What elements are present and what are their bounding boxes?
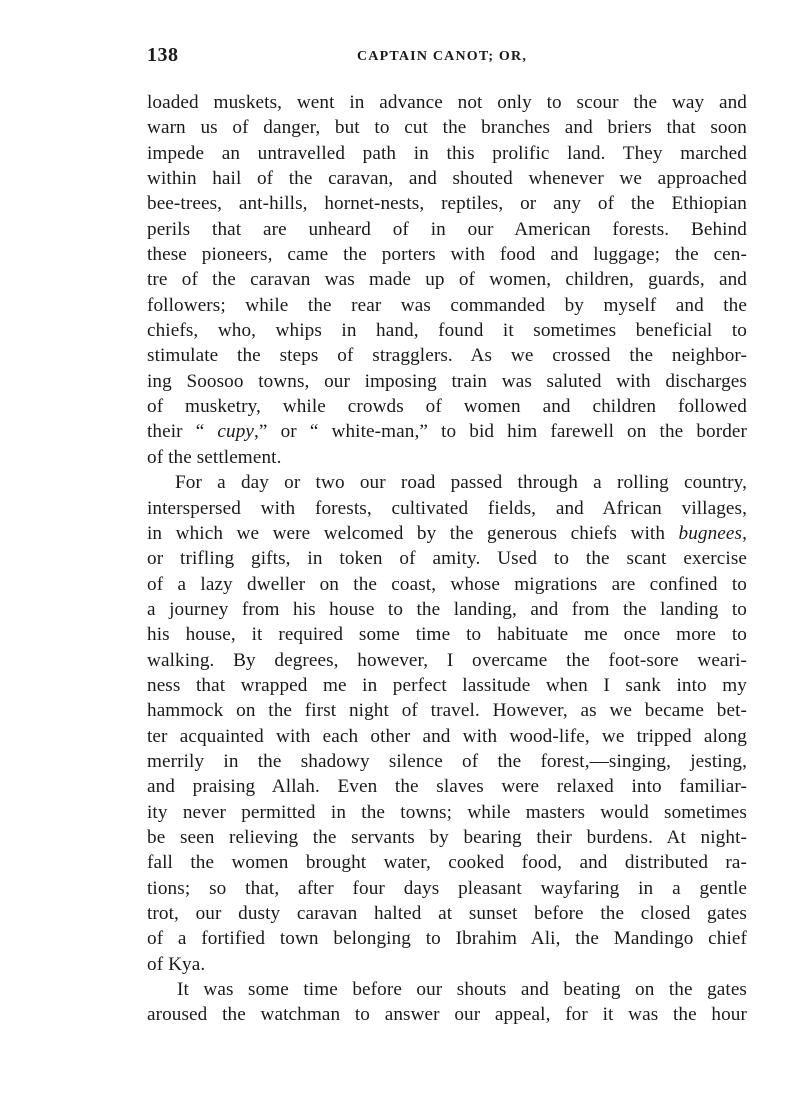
text-line: these pioneers, came the porters with food and luggage; the cen- (147, 244, 747, 266)
paragraph-end-line: of Kya. (147, 953, 206, 975)
text-line: merrily in the shadowy silence of the forest,—singing, jesting, (147, 750, 747, 772)
text-line: of a fortified town belonging to Ibrahim Ali, the Mandingo chief (147, 928, 747, 950)
text-line: stimulate the steps of stragglers. As we crossed the neighbor- (147, 345, 747, 367)
text-line: loaded muskets, went in advance not only to scour the way and (147, 92, 747, 113)
body-text (147, 90, 747, 1028)
page-header (147, 40, 747, 70)
paragraph-start-line: For a day or two our road passed through a rolling country, (175, 472, 747, 494)
text-line: warn us of danger, but to cut the branches and briers that soon (147, 117, 747, 139)
text-line: tre of the caravan was made up of women, children, guards, and (147, 269, 747, 291)
text-line: walking. By degrees, however, I overcame the foot-sore weari- (147, 649, 747, 671)
text-line: impede an untravelled path in this prolific land. They marched (147, 142, 747, 164)
text-line: within hail of the caravan, and shouted whenever we approached (147, 168, 747, 190)
text-line: hammock on the first night of travel. However, as we became bet- (147, 700, 747, 722)
text-line: perils that are unheard of in our American forests. Behind (147, 218, 747, 240)
paragraph-end-line: of the settlement. (147, 446, 282, 468)
book-page (147, 40, 747, 1028)
text-line: of a lazy dweller on the coast, whose migrations are confined to (147, 573, 747, 595)
text-line: and praising Allah. Even the slaves were relaxed into familiar- (147, 776, 747, 798)
text-line: ing Soosoo towns, our imposing train was saluted with discharges (147, 370, 747, 392)
text-line: aroused the watchman to answer our appeal, for it was the hour (147, 1004, 747, 1026)
text-line: ity never permitted in the towns; while masters would sometimes (147, 801, 747, 823)
text-line: ter acquainted with each other and with wood-life, we tripped along (147, 725, 747, 747)
running-title: CAPTAIN CANOT; OR, (357, 49, 528, 64)
italic-term: cupy (217, 421, 255, 443)
text-line: ness that wrapped me in perfect lassitude when I sank into my (147, 674, 747, 696)
text-line: fall the women brought water, cooked food, and distributed ra- (147, 852, 747, 874)
text-line: his house, it required some time to habituate me once more to (147, 624, 747, 646)
italic-term: bugnees (678, 522, 743, 544)
text-line: in which we were welcomed by the generous chiefs with bugnees, (147, 522, 747, 544)
text-line: a journey from his house to the landing, and from the landing to (147, 598, 747, 620)
text-line: chiefs, who, whips in hand, found it sometimes beneficial to (147, 320, 747, 342)
text-line: their “ cupy,” or “ white-man,” to bid him farewell on the border (147, 421, 747, 443)
text-line: followers; while the rear was commanded by myself and the (147, 294, 747, 316)
text-line: or trifling gifts, in token of amity. Used to the scant exercise (147, 548, 747, 570)
text-line: interspersed with forests, cultivated fields, and African villages, (147, 497, 747, 519)
paragraph-start-line: It was some time before our shouts and beating on the gates (177, 979, 747, 1001)
text-line: tions; so that, after four days pleasant wayfaring in a gentle (147, 877, 747, 899)
text-line: bee-trees, ant-hills, hornet-nests, reptiles, or any of the Ethiopian (147, 193, 747, 215)
text-line: trot, our dusty caravan halted at sunset before the closed gates (147, 903, 747, 924)
page-number: 138 (147, 44, 179, 66)
text-line: of musketry, while crowds of women and children followed (147, 396, 747, 418)
text-line: be seen relieving the servants by bearing their burdens. At night- (147, 826, 747, 848)
